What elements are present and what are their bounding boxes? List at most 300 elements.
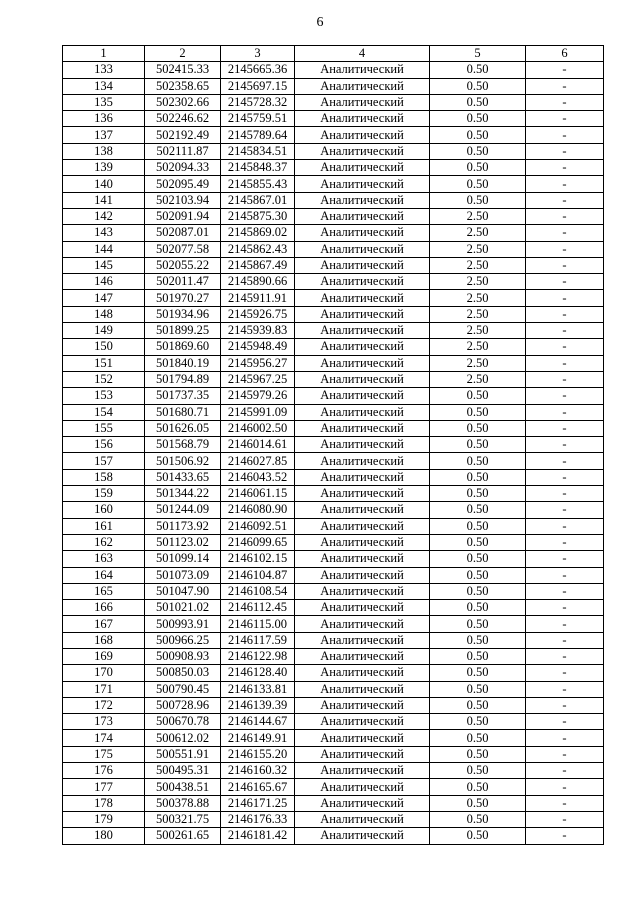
x-coordinate-cell: 500495.31 bbox=[145, 763, 221, 779]
accuracy-cell: 0.50 bbox=[430, 94, 526, 110]
method-cell: Аналитический bbox=[295, 469, 430, 485]
table-row bbox=[63, 176, 604, 192]
table-row bbox=[63, 567, 604, 583]
table-row bbox=[63, 274, 604, 290]
note-cell: - bbox=[526, 632, 604, 648]
note-cell: - bbox=[526, 437, 604, 453]
column-header: 1 bbox=[63, 46, 145, 62]
note-cell: - bbox=[526, 648, 604, 664]
note-cell: - bbox=[526, 779, 604, 795]
x-coordinate-cell: 500728.96 bbox=[145, 697, 221, 713]
y-coordinate-cell: 2145939.83 bbox=[221, 323, 295, 339]
table-body bbox=[63, 62, 604, 844]
accuracy-cell: 0.50 bbox=[430, 616, 526, 632]
y-coordinate-cell: 2145956.27 bbox=[221, 355, 295, 371]
table-row bbox=[63, 551, 604, 567]
point-number-cell: 177 bbox=[63, 779, 145, 795]
accuracy-cell: 2.50 bbox=[430, 208, 526, 224]
method-cell: Аналитический bbox=[295, 600, 430, 616]
note-cell: - bbox=[526, 192, 604, 208]
x-coordinate-cell: 502094.33 bbox=[145, 160, 221, 176]
y-coordinate-cell: 2145789.64 bbox=[221, 127, 295, 143]
accuracy-cell: 0.50 bbox=[430, 648, 526, 664]
note-cell: - bbox=[526, 763, 604, 779]
note-cell: - bbox=[526, 208, 604, 224]
method-cell: Аналитический bbox=[295, 486, 430, 502]
method-cell: Аналитический bbox=[295, 160, 430, 176]
accuracy-cell: 2.50 bbox=[430, 339, 526, 355]
accuracy-cell: 0.50 bbox=[430, 730, 526, 746]
point-number-cell: 137 bbox=[63, 127, 145, 143]
point-number-cell: 179 bbox=[63, 811, 145, 827]
point-number-cell: 171 bbox=[63, 681, 145, 697]
table-row bbox=[63, 486, 604, 502]
y-coordinate-cell: 2146155.20 bbox=[221, 746, 295, 762]
method-cell: Аналитический bbox=[295, 828, 430, 844]
x-coordinate-cell: 502302.66 bbox=[145, 94, 221, 110]
method-cell: Аналитический bbox=[295, 714, 430, 730]
point-number-cell: 173 bbox=[63, 714, 145, 730]
y-coordinate-cell: 2145862.43 bbox=[221, 241, 295, 257]
x-coordinate-cell: 501344.22 bbox=[145, 486, 221, 502]
point-number-cell: 165 bbox=[63, 583, 145, 599]
note-cell: - bbox=[526, 567, 604, 583]
y-coordinate-cell: 2146104.87 bbox=[221, 567, 295, 583]
x-coordinate-cell: 500993.91 bbox=[145, 616, 221, 632]
point-number-cell: 154 bbox=[63, 404, 145, 420]
note-cell: - bbox=[526, 388, 604, 404]
note-cell: - bbox=[526, 323, 604, 339]
x-coordinate-cell: 500612.02 bbox=[145, 730, 221, 746]
x-coordinate-cell: 501073.09 bbox=[145, 567, 221, 583]
table-row bbox=[63, 600, 604, 616]
y-coordinate-cell: 2145991.09 bbox=[221, 404, 295, 420]
point-number-cell: 174 bbox=[63, 730, 145, 746]
method-cell: Аналитический bbox=[295, 551, 430, 567]
point-number-cell: 143 bbox=[63, 225, 145, 241]
point-number-cell: 157 bbox=[63, 453, 145, 469]
method-cell: Аналитический bbox=[295, 257, 430, 273]
x-coordinate-cell: 501869.60 bbox=[145, 339, 221, 355]
x-coordinate-cell: 500790.45 bbox=[145, 681, 221, 697]
y-coordinate-cell: 2146171.25 bbox=[221, 795, 295, 811]
y-coordinate-cell: 2145967.25 bbox=[221, 371, 295, 387]
note-cell: - bbox=[526, 241, 604, 257]
table-row bbox=[63, 763, 604, 779]
method-cell: Аналитический bbox=[295, 648, 430, 664]
accuracy-cell: 0.50 bbox=[430, 746, 526, 762]
method-cell: Аналитический bbox=[295, 811, 430, 827]
method-cell: Аналитический bbox=[295, 453, 430, 469]
note-cell: - bbox=[526, 795, 604, 811]
column-header: 5 bbox=[430, 46, 526, 62]
note-cell: - bbox=[526, 225, 604, 241]
table-row bbox=[63, 714, 604, 730]
method-cell: Аналитический bbox=[295, 323, 430, 339]
point-number-cell: 144 bbox=[63, 241, 145, 257]
column-header: 6 bbox=[526, 46, 604, 62]
note-cell: - bbox=[526, 420, 604, 436]
note-cell: - bbox=[526, 274, 604, 290]
y-coordinate-cell: 2146080.90 bbox=[221, 502, 295, 518]
note-cell: - bbox=[526, 143, 604, 159]
table-row bbox=[63, 583, 604, 599]
accuracy-cell: 0.50 bbox=[430, 486, 526, 502]
method-cell: Аналитический bbox=[295, 225, 430, 241]
method-cell: Аналитический bbox=[295, 143, 430, 159]
x-coordinate-cell: 501173.92 bbox=[145, 518, 221, 534]
note-cell: - bbox=[526, 583, 604, 599]
point-number-cell: 155 bbox=[63, 420, 145, 436]
accuracy-cell: 0.50 bbox=[430, 143, 526, 159]
table-row bbox=[63, 632, 604, 648]
accuracy-cell: 2.50 bbox=[430, 274, 526, 290]
accuracy-cell: 2.50 bbox=[430, 355, 526, 371]
y-coordinate-cell: 2146160.32 bbox=[221, 763, 295, 779]
note-cell: - bbox=[526, 518, 604, 534]
accuracy-cell: 0.50 bbox=[430, 632, 526, 648]
accuracy-cell: 0.50 bbox=[430, 111, 526, 127]
point-number-cell: 134 bbox=[63, 78, 145, 94]
point-number-cell: 138 bbox=[63, 143, 145, 159]
y-coordinate-cell: 2145875.30 bbox=[221, 208, 295, 224]
point-number-cell: 152 bbox=[63, 371, 145, 387]
table-row bbox=[63, 241, 604, 257]
accuracy-cell: 2.50 bbox=[430, 290, 526, 306]
x-coordinate-cell: 502077.58 bbox=[145, 241, 221, 257]
table-row bbox=[63, 111, 604, 127]
y-coordinate-cell: 2145948.49 bbox=[221, 339, 295, 355]
method-cell: Аналитический bbox=[295, 274, 430, 290]
note-cell: - bbox=[526, 257, 604, 273]
point-number-cell: 168 bbox=[63, 632, 145, 648]
table-row bbox=[63, 502, 604, 518]
table-row bbox=[63, 681, 604, 697]
point-number-cell: 169 bbox=[63, 648, 145, 664]
x-coordinate-cell: 500966.25 bbox=[145, 632, 221, 648]
note-cell: - bbox=[526, 160, 604, 176]
method-cell: Аналитический bbox=[295, 94, 430, 110]
y-coordinate-cell: 2146128.40 bbox=[221, 665, 295, 681]
y-coordinate-cell: 2145855.43 bbox=[221, 176, 295, 192]
method-cell: Аналитический bbox=[295, 779, 430, 795]
x-coordinate-cell: 501899.25 bbox=[145, 323, 221, 339]
table-row bbox=[63, 323, 604, 339]
method-cell: Аналитический bbox=[295, 795, 430, 811]
method-cell: Аналитический bbox=[295, 371, 430, 387]
header-row bbox=[63, 46, 604, 62]
table-row bbox=[63, 730, 604, 746]
y-coordinate-cell: 2146133.81 bbox=[221, 681, 295, 697]
accuracy-cell: 0.50 bbox=[430, 420, 526, 436]
method-cell: Аналитический bbox=[295, 518, 430, 534]
note-cell: - bbox=[526, 665, 604, 681]
accuracy-cell: 2.50 bbox=[430, 323, 526, 339]
x-coordinate-cell: 501737.35 bbox=[145, 388, 221, 404]
x-coordinate-cell: 500321.75 bbox=[145, 811, 221, 827]
y-coordinate-cell: 2146115.00 bbox=[221, 616, 295, 632]
y-coordinate-cell: 2145911.91 bbox=[221, 290, 295, 306]
y-coordinate-cell: 2146092.51 bbox=[221, 518, 295, 534]
note-cell: - bbox=[526, 127, 604, 143]
point-number-cell: 164 bbox=[63, 567, 145, 583]
accuracy-cell: 2.50 bbox=[430, 257, 526, 273]
point-number-cell: 172 bbox=[63, 697, 145, 713]
x-coordinate-cell: 502091.94 bbox=[145, 208, 221, 224]
table-row bbox=[63, 779, 604, 795]
y-coordinate-cell: 2146002.50 bbox=[221, 420, 295, 436]
accuracy-cell: 0.50 bbox=[430, 583, 526, 599]
method-cell: Аналитический bbox=[295, 208, 430, 224]
table-row bbox=[63, 290, 604, 306]
method-cell: Аналитический bbox=[295, 62, 430, 78]
x-coordinate-cell: 501123.02 bbox=[145, 534, 221, 550]
table-row bbox=[63, 160, 604, 176]
point-number-cell: 156 bbox=[63, 437, 145, 453]
x-coordinate-cell: 502011.47 bbox=[145, 274, 221, 290]
y-coordinate-cell: 2146144.67 bbox=[221, 714, 295, 730]
table-row bbox=[63, 404, 604, 420]
accuracy-cell: 0.50 bbox=[430, 534, 526, 550]
point-number-cell: 166 bbox=[63, 600, 145, 616]
note-cell: - bbox=[526, 306, 604, 322]
table-row bbox=[63, 62, 604, 78]
point-number-cell: 167 bbox=[63, 616, 145, 632]
x-coordinate-cell: 502087.01 bbox=[145, 225, 221, 241]
point-number-cell: 146 bbox=[63, 274, 145, 290]
accuracy-cell: 0.50 bbox=[430, 681, 526, 697]
y-coordinate-cell: 2146112.45 bbox=[221, 600, 295, 616]
table-row bbox=[63, 225, 604, 241]
accuracy-cell: 0.50 bbox=[430, 811, 526, 827]
method-cell: Аналитический bbox=[295, 192, 430, 208]
point-number-cell: 180 bbox=[63, 828, 145, 844]
table-row bbox=[63, 697, 604, 713]
y-coordinate-cell: 2145665.36 bbox=[221, 62, 295, 78]
y-coordinate-cell: 2145759.51 bbox=[221, 111, 295, 127]
point-number-cell: 140 bbox=[63, 176, 145, 192]
point-number-cell: 133 bbox=[63, 62, 145, 78]
point-number-cell: 170 bbox=[63, 665, 145, 681]
x-coordinate-cell: 501099.14 bbox=[145, 551, 221, 567]
note-cell: - bbox=[526, 469, 604, 485]
accuracy-cell: 2.50 bbox=[430, 306, 526, 322]
note-cell: - bbox=[526, 681, 604, 697]
method-cell: Аналитический bbox=[295, 583, 430, 599]
table-row bbox=[63, 648, 604, 664]
table-row bbox=[63, 355, 604, 371]
note-cell: - bbox=[526, 746, 604, 762]
x-coordinate-cell: 501244.09 bbox=[145, 502, 221, 518]
x-coordinate-cell: 501934.96 bbox=[145, 306, 221, 322]
x-coordinate-cell: 501626.05 bbox=[145, 420, 221, 436]
method-cell: Аналитический bbox=[295, 534, 430, 550]
table-row bbox=[63, 94, 604, 110]
table-row bbox=[63, 127, 604, 143]
note-cell: - bbox=[526, 453, 604, 469]
accuracy-cell: 0.50 bbox=[430, 828, 526, 844]
y-coordinate-cell: 2145697.15 bbox=[221, 78, 295, 94]
accuracy-cell: 0.50 bbox=[430, 388, 526, 404]
table-row bbox=[63, 257, 604, 273]
accuracy-cell: 0.50 bbox=[430, 763, 526, 779]
note-cell: - bbox=[526, 828, 604, 844]
note-cell: - bbox=[526, 486, 604, 502]
table-row bbox=[63, 143, 604, 159]
accuracy-cell: 0.50 bbox=[430, 469, 526, 485]
method-cell: Аналитический bbox=[295, 616, 430, 632]
y-coordinate-cell: 2146102.15 bbox=[221, 551, 295, 567]
y-coordinate-cell: 2146117.59 bbox=[221, 632, 295, 648]
x-coordinate-cell: 501680.71 bbox=[145, 404, 221, 420]
column-header: 2 bbox=[145, 46, 221, 62]
table-row bbox=[63, 795, 604, 811]
note-cell: - bbox=[526, 714, 604, 730]
note-cell: - bbox=[526, 371, 604, 387]
method-cell: Аналитический bbox=[295, 111, 430, 127]
x-coordinate-cell: 500378.88 bbox=[145, 795, 221, 811]
table-row bbox=[63, 388, 604, 404]
table-row bbox=[63, 208, 604, 224]
method-cell: Аналитический bbox=[295, 78, 430, 94]
point-number-cell: 147 bbox=[63, 290, 145, 306]
table-row bbox=[63, 811, 604, 827]
note-cell: - bbox=[526, 290, 604, 306]
y-coordinate-cell: 2146099.65 bbox=[221, 534, 295, 550]
table-row bbox=[63, 339, 604, 355]
method-cell: Аналитический bbox=[295, 502, 430, 518]
table-row bbox=[63, 665, 604, 681]
note-cell: - bbox=[526, 534, 604, 550]
table-row bbox=[63, 437, 604, 453]
y-coordinate-cell: 2146165.67 bbox=[221, 779, 295, 795]
accuracy-cell: 0.50 bbox=[430, 127, 526, 143]
y-coordinate-cell: 2146043.52 bbox=[221, 469, 295, 485]
table-row bbox=[63, 828, 604, 844]
note-cell: - bbox=[526, 697, 604, 713]
table-row bbox=[63, 616, 604, 632]
accuracy-cell: 0.50 bbox=[430, 779, 526, 795]
x-coordinate-cell: 500670.78 bbox=[145, 714, 221, 730]
accuracy-cell: 0.50 bbox=[430, 567, 526, 583]
table-row bbox=[63, 518, 604, 534]
y-coordinate-cell: 2145834.51 bbox=[221, 143, 295, 159]
x-coordinate-cell: 502111.87 bbox=[145, 143, 221, 159]
accuracy-cell: 0.50 bbox=[430, 665, 526, 681]
method-cell: Аналитический bbox=[295, 355, 430, 371]
accuracy-cell: 2.50 bbox=[430, 225, 526, 241]
accuracy-cell: 0.50 bbox=[430, 160, 526, 176]
point-number-cell: 145 bbox=[63, 257, 145, 273]
note-cell: - bbox=[526, 78, 604, 94]
x-coordinate-cell: 501433.65 bbox=[145, 469, 221, 485]
accuracy-cell: 0.50 bbox=[430, 502, 526, 518]
table-row bbox=[63, 192, 604, 208]
method-cell: Аналитический bbox=[295, 127, 430, 143]
note-cell: - bbox=[526, 811, 604, 827]
y-coordinate-cell: 2145867.49 bbox=[221, 257, 295, 273]
method-cell: Аналитический bbox=[295, 763, 430, 779]
method-cell: Аналитический bbox=[295, 730, 430, 746]
note-cell: - bbox=[526, 111, 604, 127]
x-coordinate-cell: 500551.91 bbox=[145, 746, 221, 762]
accuracy-cell: 0.50 bbox=[430, 453, 526, 469]
x-coordinate-cell: 500438.51 bbox=[145, 779, 221, 795]
y-coordinate-cell: 2146139.39 bbox=[221, 697, 295, 713]
accuracy-cell: 0.50 bbox=[430, 600, 526, 616]
note-cell: - bbox=[526, 339, 604, 355]
method-cell: Аналитический bbox=[295, 388, 430, 404]
note-cell: - bbox=[526, 355, 604, 371]
x-coordinate-cell: 502192.49 bbox=[145, 127, 221, 143]
y-coordinate-cell: 2146176.33 bbox=[221, 811, 295, 827]
note-cell: - bbox=[526, 62, 604, 78]
column-header: 3 bbox=[221, 46, 295, 62]
method-cell: Аналитический bbox=[295, 567, 430, 583]
x-coordinate-cell: 500850.03 bbox=[145, 665, 221, 681]
y-coordinate-cell: 2146122.98 bbox=[221, 648, 295, 664]
x-coordinate-cell: 502415.33 bbox=[145, 62, 221, 78]
method-cell: Аналитический bbox=[295, 681, 430, 697]
point-number-cell: 163 bbox=[63, 551, 145, 567]
method-cell: Аналитический bbox=[295, 339, 430, 355]
point-number-cell: 136 bbox=[63, 111, 145, 127]
table-row bbox=[63, 746, 604, 762]
x-coordinate-cell: 500261.65 bbox=[145, 828, 221, 844]
accuracy-cell: 0.50 bbox=[430, 795, 526, 811]
accuracy-cell: 0.50 bbox=[430, 176, 526, 192]
point-number-cell: 142 bbox=[63, 208, 145, 224]
table-row bbox=[63, 469, 604, 485]
method-cell: Аналитический bbox=[295, 404, 430, 420]
accuracy-cell: 0.50 bbox=[430, 192, 526, 208]
note-cell: - bbox=[526, 176, 604, 192]
accuracy-cell: 0.50 bbox=[430, 518, 526, 534]
point-number-cell: 178 bbox=[63, 795, 145, 811]
table-header bbox=[63, 46, 604, 62]
y-coordinate-cell: 2145979.26 bbox=[221, 388, 295, 404]
point-number-cell: 153 bbox=[63, 388, 145, 404]
method-cell: Аналитический bbox=[295, 420, 430, 436]
x-coordinate-cell: 501047.90 bbox=[145, 583, 221, 599]
note-cell: - bbox=[526, 616, 604, 632]
x-coordinate-cell: 501568.79 bbox=[145, 437, 221, 453]
point-number-cell: 161 bbox=[63, 518, 145, 534]
y-coordinate-cell: 2145926.75 bbox=[221, 306, 295, 322]
point-number-cell: 160 bbox=[63, 502, 145, 518]
note-cell: - bbox=[526, 94, 604, 110]
x-coordinate-cell: 502095.49 bbox=[145, 176, 221, 192]
note-cell: - bbox=[526, 551, 604, 567]
method-cell: Аналитический bbox=[295, 241, 430, 257]
method-cell: Аналитический bbox=[295, 306, 430, 322]
point-number-cell: 149 bbox=[63, 323, 145, 339]
accuracy-cell: 0.50 bbox=[430, 697, 526, 713]
method-cell: Аналитический bbox=[295, 437, 430, 453]
note-cell: - bbox=[526, 404, 604, 420]
table-row bbox=[63, 453, 604, 469]
table-row bbox=[63, 306, 604, 322]
accuracy-cell: 2.50 bbox=[430, 371, 526, 387]
page-number: 6 bbox=[316, 15, 324, 30]
table-row bbox=[63, 371, 604, 387]
method-cell: Аналитический bbox=[295, 746, 430, 762]
y-coordinate-cell: 2145869.02 bbox=[221, 225, 295, 241]
x-coordinate-cell: 502055.22 bbox=[145, 257, 221, 273]
y-coordinate-cell: 2146014.61 bbox=[221, 437, 295, 453]
point-number-cell: 135 bbox=[63, 94, 145, 110]
table-row bbox=[63, 534, 604, 550]
